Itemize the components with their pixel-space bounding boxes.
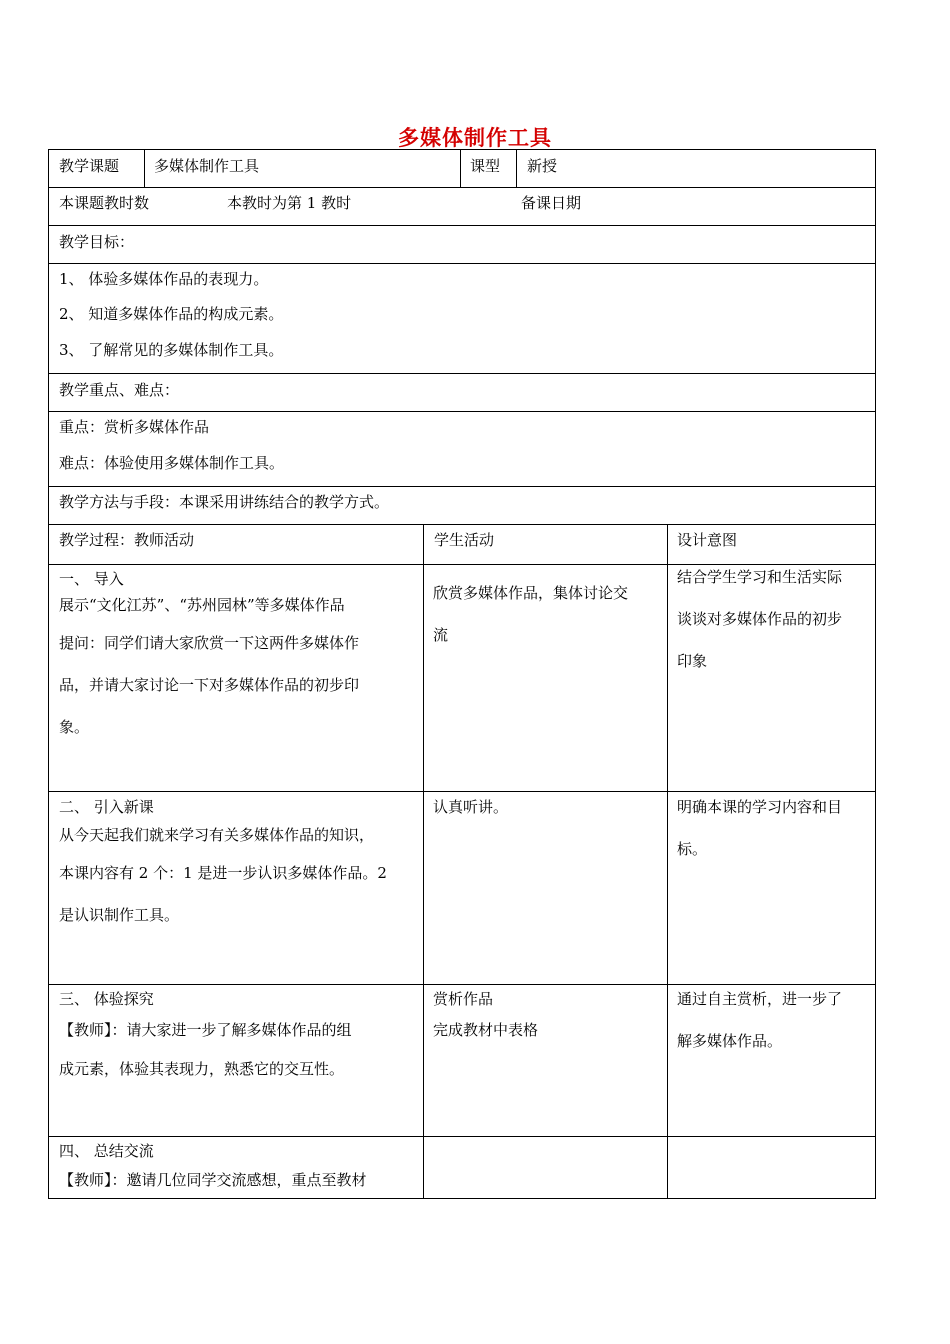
intent-line: 通过自主赏析，进一步了 [677,990,843,1008]
total-periods-label: 本课题教时数 [59,194,150,212]
student-line: 欣赏多媒体作品，集体讨论交 [433,584,629,602]
step-1-teacher [59,568,419,748]
lesson-type-value: 新授 [527,157,558,175]
header-design-intent: 设计意图 [677,531,738,549]
step-2-student [433,796,663,818]
objective-item: 1、 体验多媒体作品的表现力。 [59,270,269,288]
step-title: 一、 导入 [59,570,124,588]
topic-value: 多媒体制作工具 [154,157,260,175]
document-title: 多媒体制作工具 [398,126,552,150]
step-line: 成元素，体验其表现力，熟悉它的交互性。 [59,1060,345,1078]
student-line: 认真听讲。 [433,798,509,816]
objectives-heading-row [48,225,876,264]
header-teacher-activity: 教学过程：教师活动 [59,531,195,549]
step-line: 本课内容有 2 个：1 是进一步认识多媒体作品。2 [59,864,387,882]
keypoints-heading-row [48,373,876,412]
intent-line: 谈谈对多媒体作品的初步 [677,610,843,628]
row-periods [48,187,876,226]
step-line: 是认识制作工具。 [59,906,180,924]
step-line: 【教师】：请大家进一步了解多媒体作品的组 [59,1021,352,1039]
step-1-intent [677,556,873,682]
step-line: 【教师】：邀请几位同学交流感想，重点至教材 [59,1171,367,1189]
header-student-activity: 学生活动 [434,531,495,549]
step-3-student [433,988,663,1048]
intent-line: 结合学生学习和生活实际 [677,568,843,586]
row-topic [48,149,876,188]
objectives-heading: 教学目标： [59,233,135,251]
current-period-label: 本教时为第 1 教时 [227,194,352,212]
step-3-teacher [59,988,419,1090]
step-3-intent [677,978,873,1062]
student-line: 赏析作品 [433,990,494,1008]
teaching-method: 教学方法与手段：本课采用讲练结合的教学方式。 [59,493,390,511]
intent-line: 印象 [677,652,708,670]
student-line: 完成教材中表格 [433,1021,539,1039]
keypoints-content [48,411,876,487]
objective-item: 2、 知道多媒体作品的构成元素。 [59,305,284,323]
step-line: 提问：同学们请大家欣赏一下这两件多媒体作 [59,634,360,652]
step-line: 象。 [59,718,90,736]
step-1-student [433,572,663,656]
label-topic: 教学课题 [59,157,120,175]
step-title: 四、 总结交流 [59,1142,154,1160]
difficult-point: 难点：体验使用多媒体制作工具。 [59,454,285,472]
label-lesson-type: 课型 [470,157,501,175]
step-line: 展示“文化江苏”、“苏州园林”等多媒体作品 [59,596,345,614]
step-line: 从今天起我们就来学习有关多媒体作品的知识， [59,826,375,844]
process-table [48,524,876,1199]
intent-line: 标。 [677,840,708,858]
keypoints-heading: 教学重点、难点： [59,381,180,399]
intent-line: 明确本课的学习内容和目 [677,798,843,816]
objective-item: 3、 了解常见的多媒体制作工具。 [59,341,284,359]
student-line: 流 [433,626,449,644]
step-2-intent [677,786,873,870]
prep-date-label: 备课日期 [521,194,582,212]
objectives-list [48,263,876,374]
method-row [48,486,876,525]
key-point: 重点：赏析多媒体作品 [59,418,210,436]
step-4-teacher [59,1140,419,1198]
step-title: 三、 体验探究 [59,990,154,1008]
step-line: 品，并请大家讨论一下对多媒体作品的初步印 [59,676,360,694]
step-2-teacher [59,796,419,936]
step-title: 二、 引入新课 [59,798,154,816]
intent-line: 解多媒体作品。 [677,1032,783,1050]
